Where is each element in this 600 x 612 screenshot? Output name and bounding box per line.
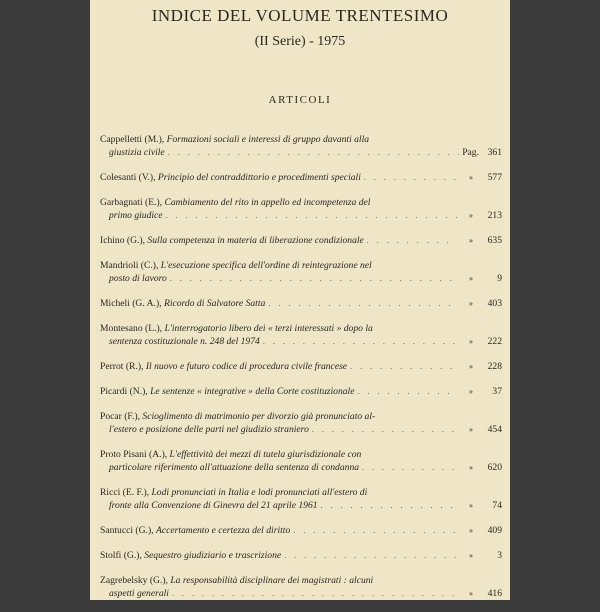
entry-title-line: Le sentenze « integrative » della Corte costituzionale [147,386,355,397]
entry-author: Proto Pisani (A.), [100,449,168,460]
entry-title-line: Lodi pronunciati in Italia e lodi pronunciati all'estero di [149,487,368,498]
ditto-mark: » [469,589,473,598]
entry-title-line: sentenza costituzionale n. 248 del 1974 [109,336,260,347]
leader-dots [168,146,460,159]
leader-dots [312,423,457,436]
entry-title-line: Scioglimento di matrimonio per divorzio già pronunciato al- [140,411,376,422]
entry-title-line: aspetti generali [109,588,169,599]
page-subtitle: (II Serie) - 1975 [254,34,346,49]
entry-title-line: particolare riferimento all'attuazione della sentenza di condanna [109,462,360,473]
ditto-mark: » [469,526,473,535]
entry-title-line: Principio del contraddittorio e procedimenti speciali [155,172,361,183]
entry-author: Ricci (E. F.), [100,487,150,498]
entry-page-number: 213 [487,210,502,221]
page-title: INDICE DEL VOLUME TRENTESIMO [151,6,449,25]
entry-author: Santucci (G.), [100,525,154,536]
document-page [90,0,510,600]
entry-page-number: 403 [487,298,502,309]
entry-page-number: 454 [487,424,502,435]
entry-page-number: 416 [487,588,502,599]
entry-title-line: Formazioni sociali e interessi di gruppo davanti alla [164,134,370,145]
ditto-mark: » [469,236,473,245]
ditto-mark: » [469,274,473,283]
entry-page-number: 228 [487,361,502,372]
entry-page-number: 361 [487,147,502,158]
entry-page-number: 3 [497,550,502,561]
index-entry [100,171,502,184]
leader-dots [367,234,457,247]
entry-page-number: 74 [492,500,502,511]
entry-title-line: Ricordo di Salvatore Satta [161,298,266,309]
entry-title-line: fronte alla Convenzione di Ginevra del 21 aprile 1961 [109,500,318,511]
page-word: Pag. [462,147,479,158]
leader-dots [284,549,457,562]
leader-dots [166,209,457,222]
leader-dots [170,272,457,285]
entry-title-line: Sulla competenza in materia di liberazione condizionale [145,235,364,246]
ditto-mark: » [469,387,473,396]
index-entry [100,448,502,474]
ditto-mark: » [469,501,473,510]
leader-dots [321,499,457,512]
ditto-mark: » [469,463,473,472]
entry-page-number: 9 [497,273,502,284]
entry-author: Zagrebelsky (G.), [100,575,168,586]
index-entry [100,486,502,512]
entry-title-line: La responsabilità disciplinare dei magistrati : alcuni [167,575,374,586]
ditto-mark: » [469,211,473,220]
entry-author: Picardi (N.), [100,386,148,397]
index-entry [100,524,502,537]
leader-dots [364,171,457,184]
index-entry [100,297,502,310]
entry-page-number: 577 [487,172,502,183]
entry-title-line: giustizia civile [109,147,165,158]
leader-dots [293,524,457,537]
entry-title-line: L'esecuzione specifica dell'ordine di reintegrazione nel [158,260,372,271]
index-entry [100,259,502,285]
entry-author: Cappelletti (M.), [100,134,165,145]
ditto-mark: » [469,362,473,371]
entry-author: Colesanti (V.), [100,172,156,183]
entry-title-line: primo giudice [109,210,163,221]
leader-dots [362,461,457,474]
leader-dots [350,360,457,373]
entry-author: Ichino (G.), [100,235,146,246]
leader-dots [263,335,457,348]
entry-author: Stolfi (G.), [100,550,142,561]
entry-title-line: Sequestro giudiziario e trascrizione [141,550,282,561]
entry-author: Micheli (G. A.), [100,298,162,309]
index-entry [100,574,502,600]
entry-author: Garbagnati (E.), [100,197,163,208]
entry-title-line: Accertamento e certezza del diritto [153,525,291,536]
entry-author: Mandrioli (C.), [100,260,159,271]
entry-page-number: 37 [492,386,502,397]
index-entry [100,196,502,222]
entry-page-number: 635 [487,235,502,246]
index-entry [100,549,502,562]
leader-dots [357,385,457,398]
ditto-mark: » [469,299,473,308]
ditto-mark: » [469,337,473,346]
index-list [100,133,502,612]
ditto-mark: » [469,425,473,434]
entry-page-number: 222 [487,336,502,347]
ditto-mark: » [469,173,473,182]
entry-title-line: posto di lavoro [109,273,167,284]
entry-title-line: l'estero e posizione delle parti nel giudizio straniero [109,424,309,435]
leader-dots [268,297,457,310]
entry-title-line: Cambiamento del rito in appello ed incompetenza del [162,197,371,208]
index-entry [100,234,502,247]
entry-author: Pocar (F.), [100,411,140,422]
index-entry [100,410,502,436]
entry-author: Perrot (R.), [100,361,144,372]
entry-author: Montesano (L.), [100,323,163,334]
entry-page-number: 409 [487,525,502,536]
entry-title-line: L'interrogatorio libero dei « terzi interessati » dopo la [162,323,373,334]
entry-title-line: Il nuovo e futuro codice di procedura civile francese [143,361,348,372]
entry-title-line: L'effettività dei mezzi di tutela giurisdizionale con [167,449,362,460]
entry-page-number: 620 [487,462,502,473]
index-entry [100,385,502,398]
index-entry [100,322,502,348]
index-entry [100,360,502,373]
index-entry [100,133,502,159]
leader-dots [172,587,457,600]
section-heading: ARTICOLI [268,94,332,106]
ditto-mark: » [469,551,473,560]
